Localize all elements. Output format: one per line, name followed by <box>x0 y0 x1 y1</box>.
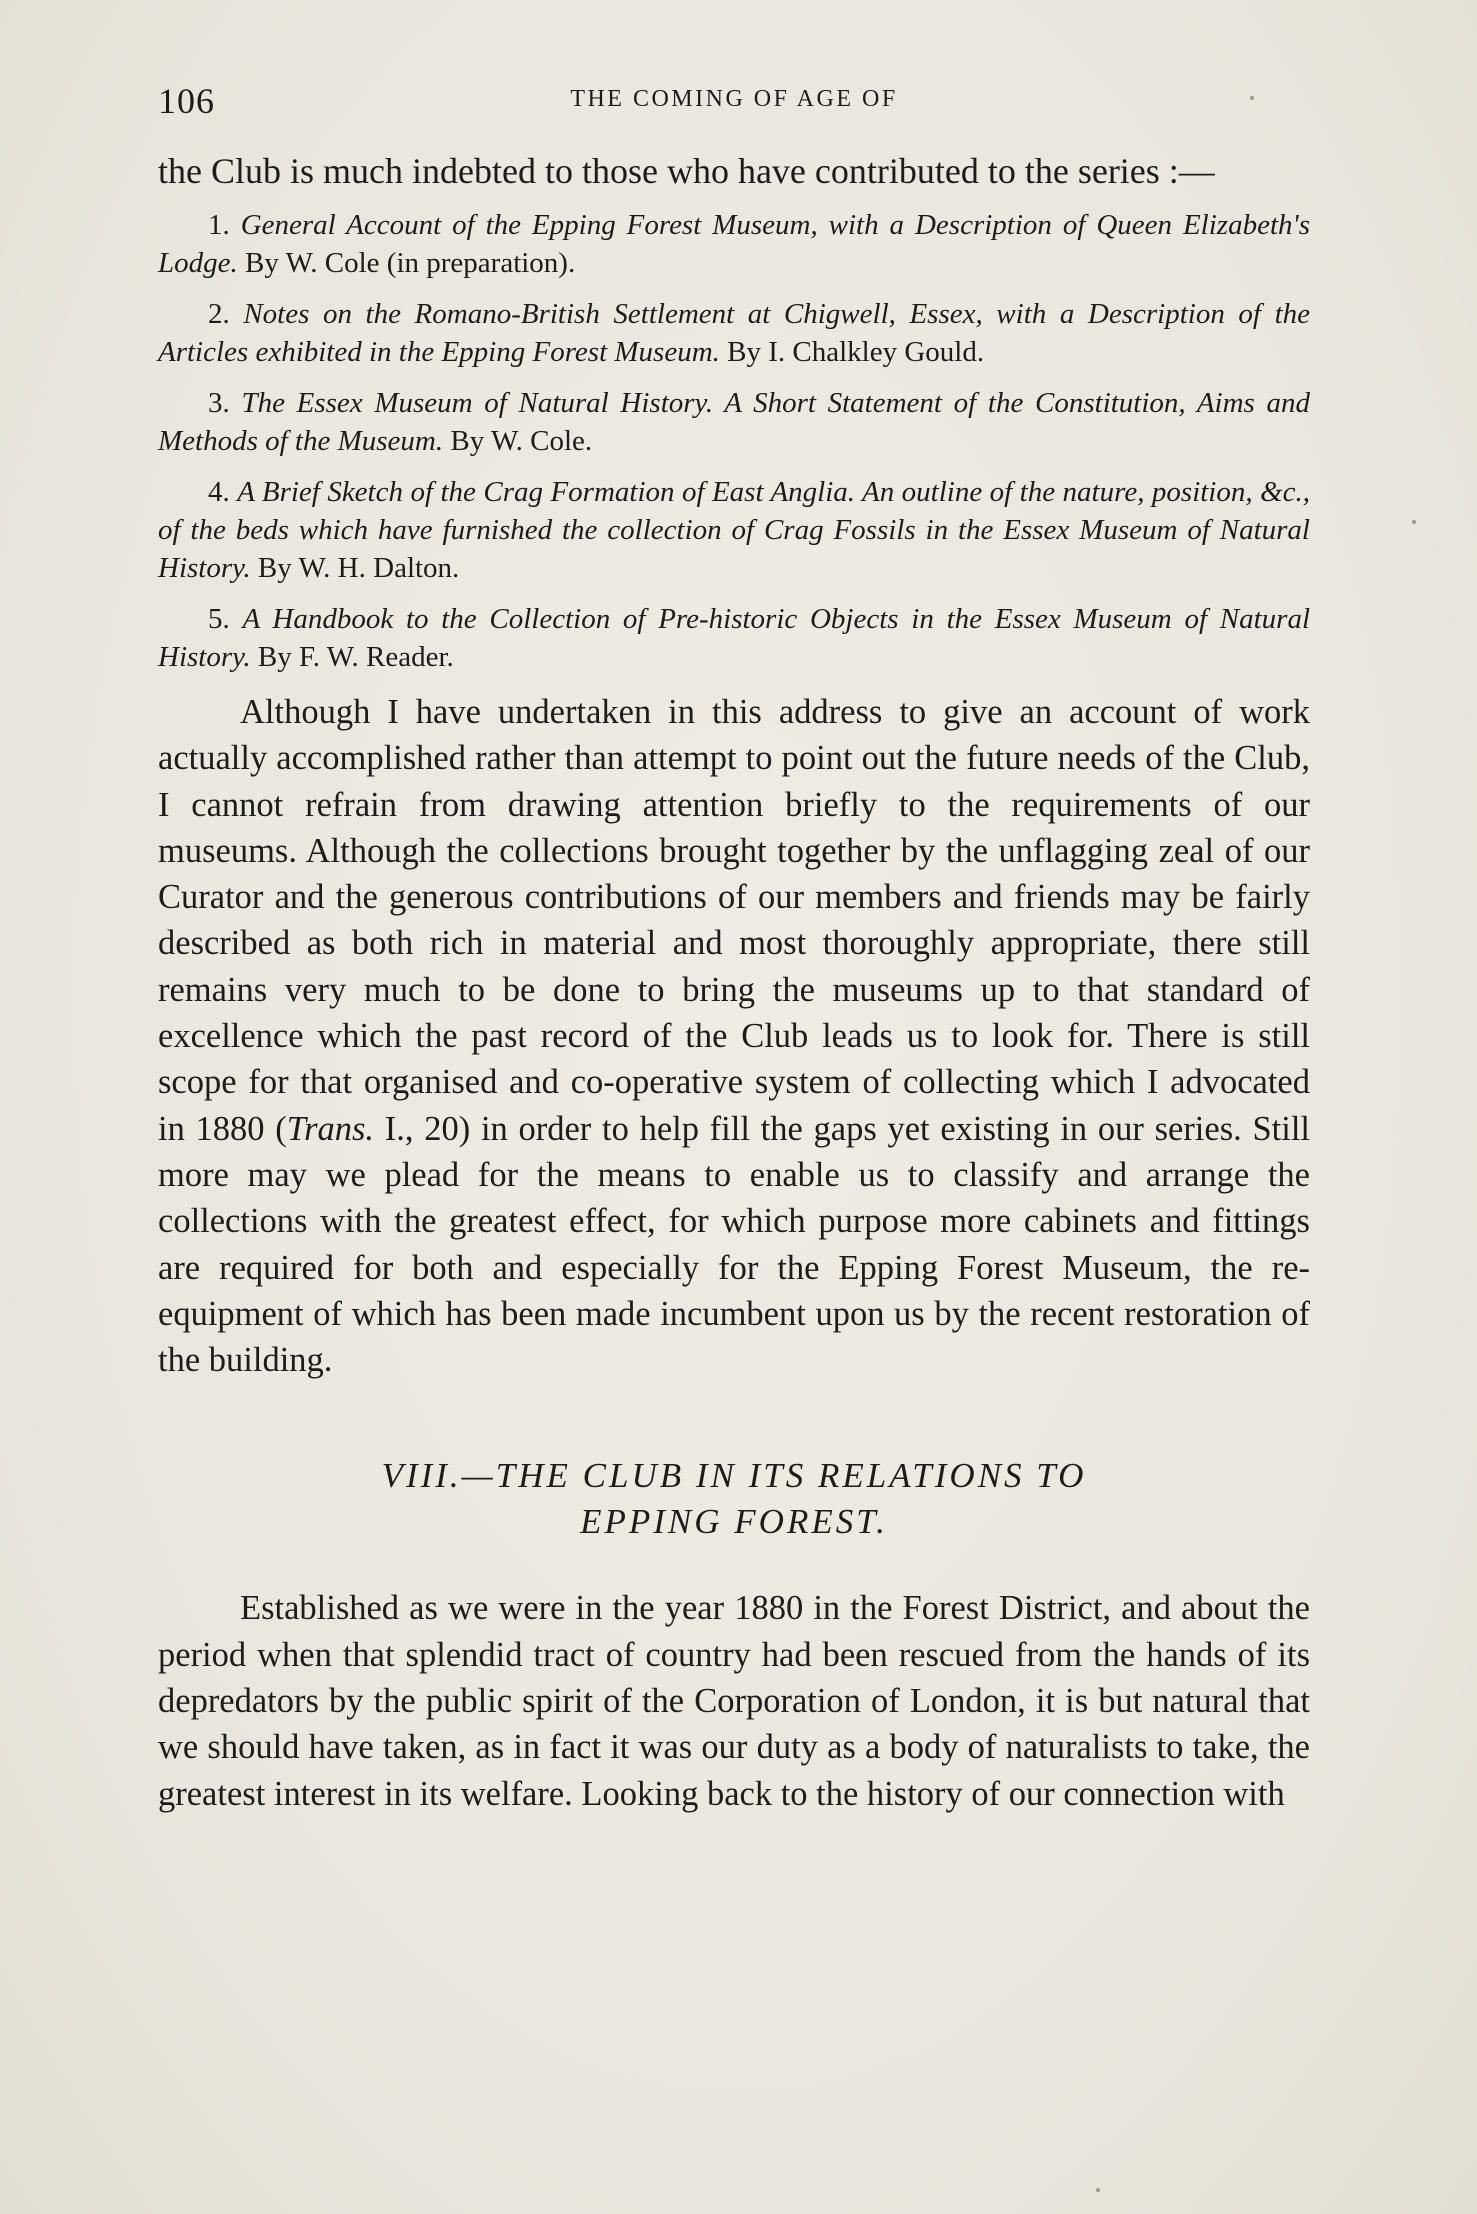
running-head: THE COMING OF AGE OF <box>570 86 898 112</box>
series-item <box>158 600 1310 676</box>
paper-speck <box>1250 96 1254 100</box>
paper-speck <box>1412 520 1416 524</box>
series-item-author: By W. Cole. <box>450 425 593 457</box>
series-item-number: 1. <box>208 209 230 241</box>
series-item-author: By W. Cole (in preparation). <box>245 247 576 279</box>
series-item-title: The Essex Museum of Natural History. A Short Statement of the Constitution, Aims and Methods of the Museum. <box>158 387 1311 457</box>
paragraph-epping-forest: Established as we were in the year 1880 in the Forest District, and about the period when that splendid tract of country had been rescued from the hands of its depredators by the public spirit of the Corporation of London, it is but natural that we should have taken, as in fact it was our duty as a body of naturalists to take, the greatest interest in its welfare. Looking back to the history of our connection with <box>158 1589 1310 1813</box>
page-header <box>158 80 1310 120</box>
series-list <box>158 206 1310 676</box>
text-block <box>158 148 1310 1817</box>
series-item <box>158 206 1310 282</box>
lead-text: the Club is much indebted to those who have contributed to the series :— <box>158 151 1215 191</box>
series-item-title: General Account of the Epping Forest Museum, with a Description of Queen Elizabeth's Lodge. <box>158 209 1310 279</box>
series-item <box>158 384 1310 460</box>
paper-speck <box>1096 2188 1100 2192</box>
section-heading-line: EPPING FOREST. <box>580 1502 888 1542</box>
series-item <box>158 295 1310 371</box>
paragraph-museums <box>158 689 1310 1383</box>
section-heading <box>158 1453 1310 1545</box>
series-item-title: A Brief Sketch of the Crag Formation of East Anglia. An outline of the nature, position, &c., of the beds which have furnished the collection of Crag Fossils in the Essex Museum of Natural History. <box>158 476 1311 584</box>
journal-reference: Trans. <box>286 1109 375 1148</box>
series-item-author: By I. Chalkley Gould. <box>727 336 985 368</box>
series-item-title: A Handbook to the Collection of Pre-historic Objects in the Essex Museum of Natural History. <box>158 603 1311 673</box>
series-item-author: By F. W. Reader. <box>257 641 454 673</box>
series-item-number: 4. <box>208 476 230 508</box>
paragraph-text: Although I have undertaken in this address to give an account of work actually accomplished rather than attempt to point out the future needs of the Club, I cannot refrain from drawing attention briefly to the requirements of our museums. Although the collections brought together by the unflagging zeal of our Curator and the generous contributions of our members and friends may be fairly described as both rich in material and most thoroughly appropriate, there still remains very much to be done to bring the museums up to that standard of excellence which the past record of the Club leads us to look for. There is still scope for that organised and co-operative system of collecting which I advocated in 1880 ( <box>158 693 1310 1148</box>
series-item-number: 5. <box>208 603 230 635</box>
series-item-number: 3. <box>208 387 230 419</box>
series-item-author: By W. H. Dalton. <box>257 552 460 584</box>
paragraph-text: I., 20) in order to help fill the gaps yet existing in our series. Still more may we plead for the means to enable us to classify and arrange the collections with the greatest effect, for which purpose more cabinets and fittings are required for both and especially for the Epping Forest Museum, the re-equipment of which has been made incumbent upon us by the recent restoration of the building. <box>158 1109 1311 1380</box>
series-item-number: 2. <box>208 298 230 330</box>
page-number: 106 <box>158 81 215 121</box>
section-heading-line: VIII.—THE CLUB IN ITS RELATIONS TO <box>381 1456 1087 1496</box>
series-item-title: Notes on the Romano-British Settlement at Chigwell, Essex, with a Description of the Articles exhibited in the Epping Forest Museum. <box>158 298 1310 368</box>
series-item <box>158 473 1310 587</box>
